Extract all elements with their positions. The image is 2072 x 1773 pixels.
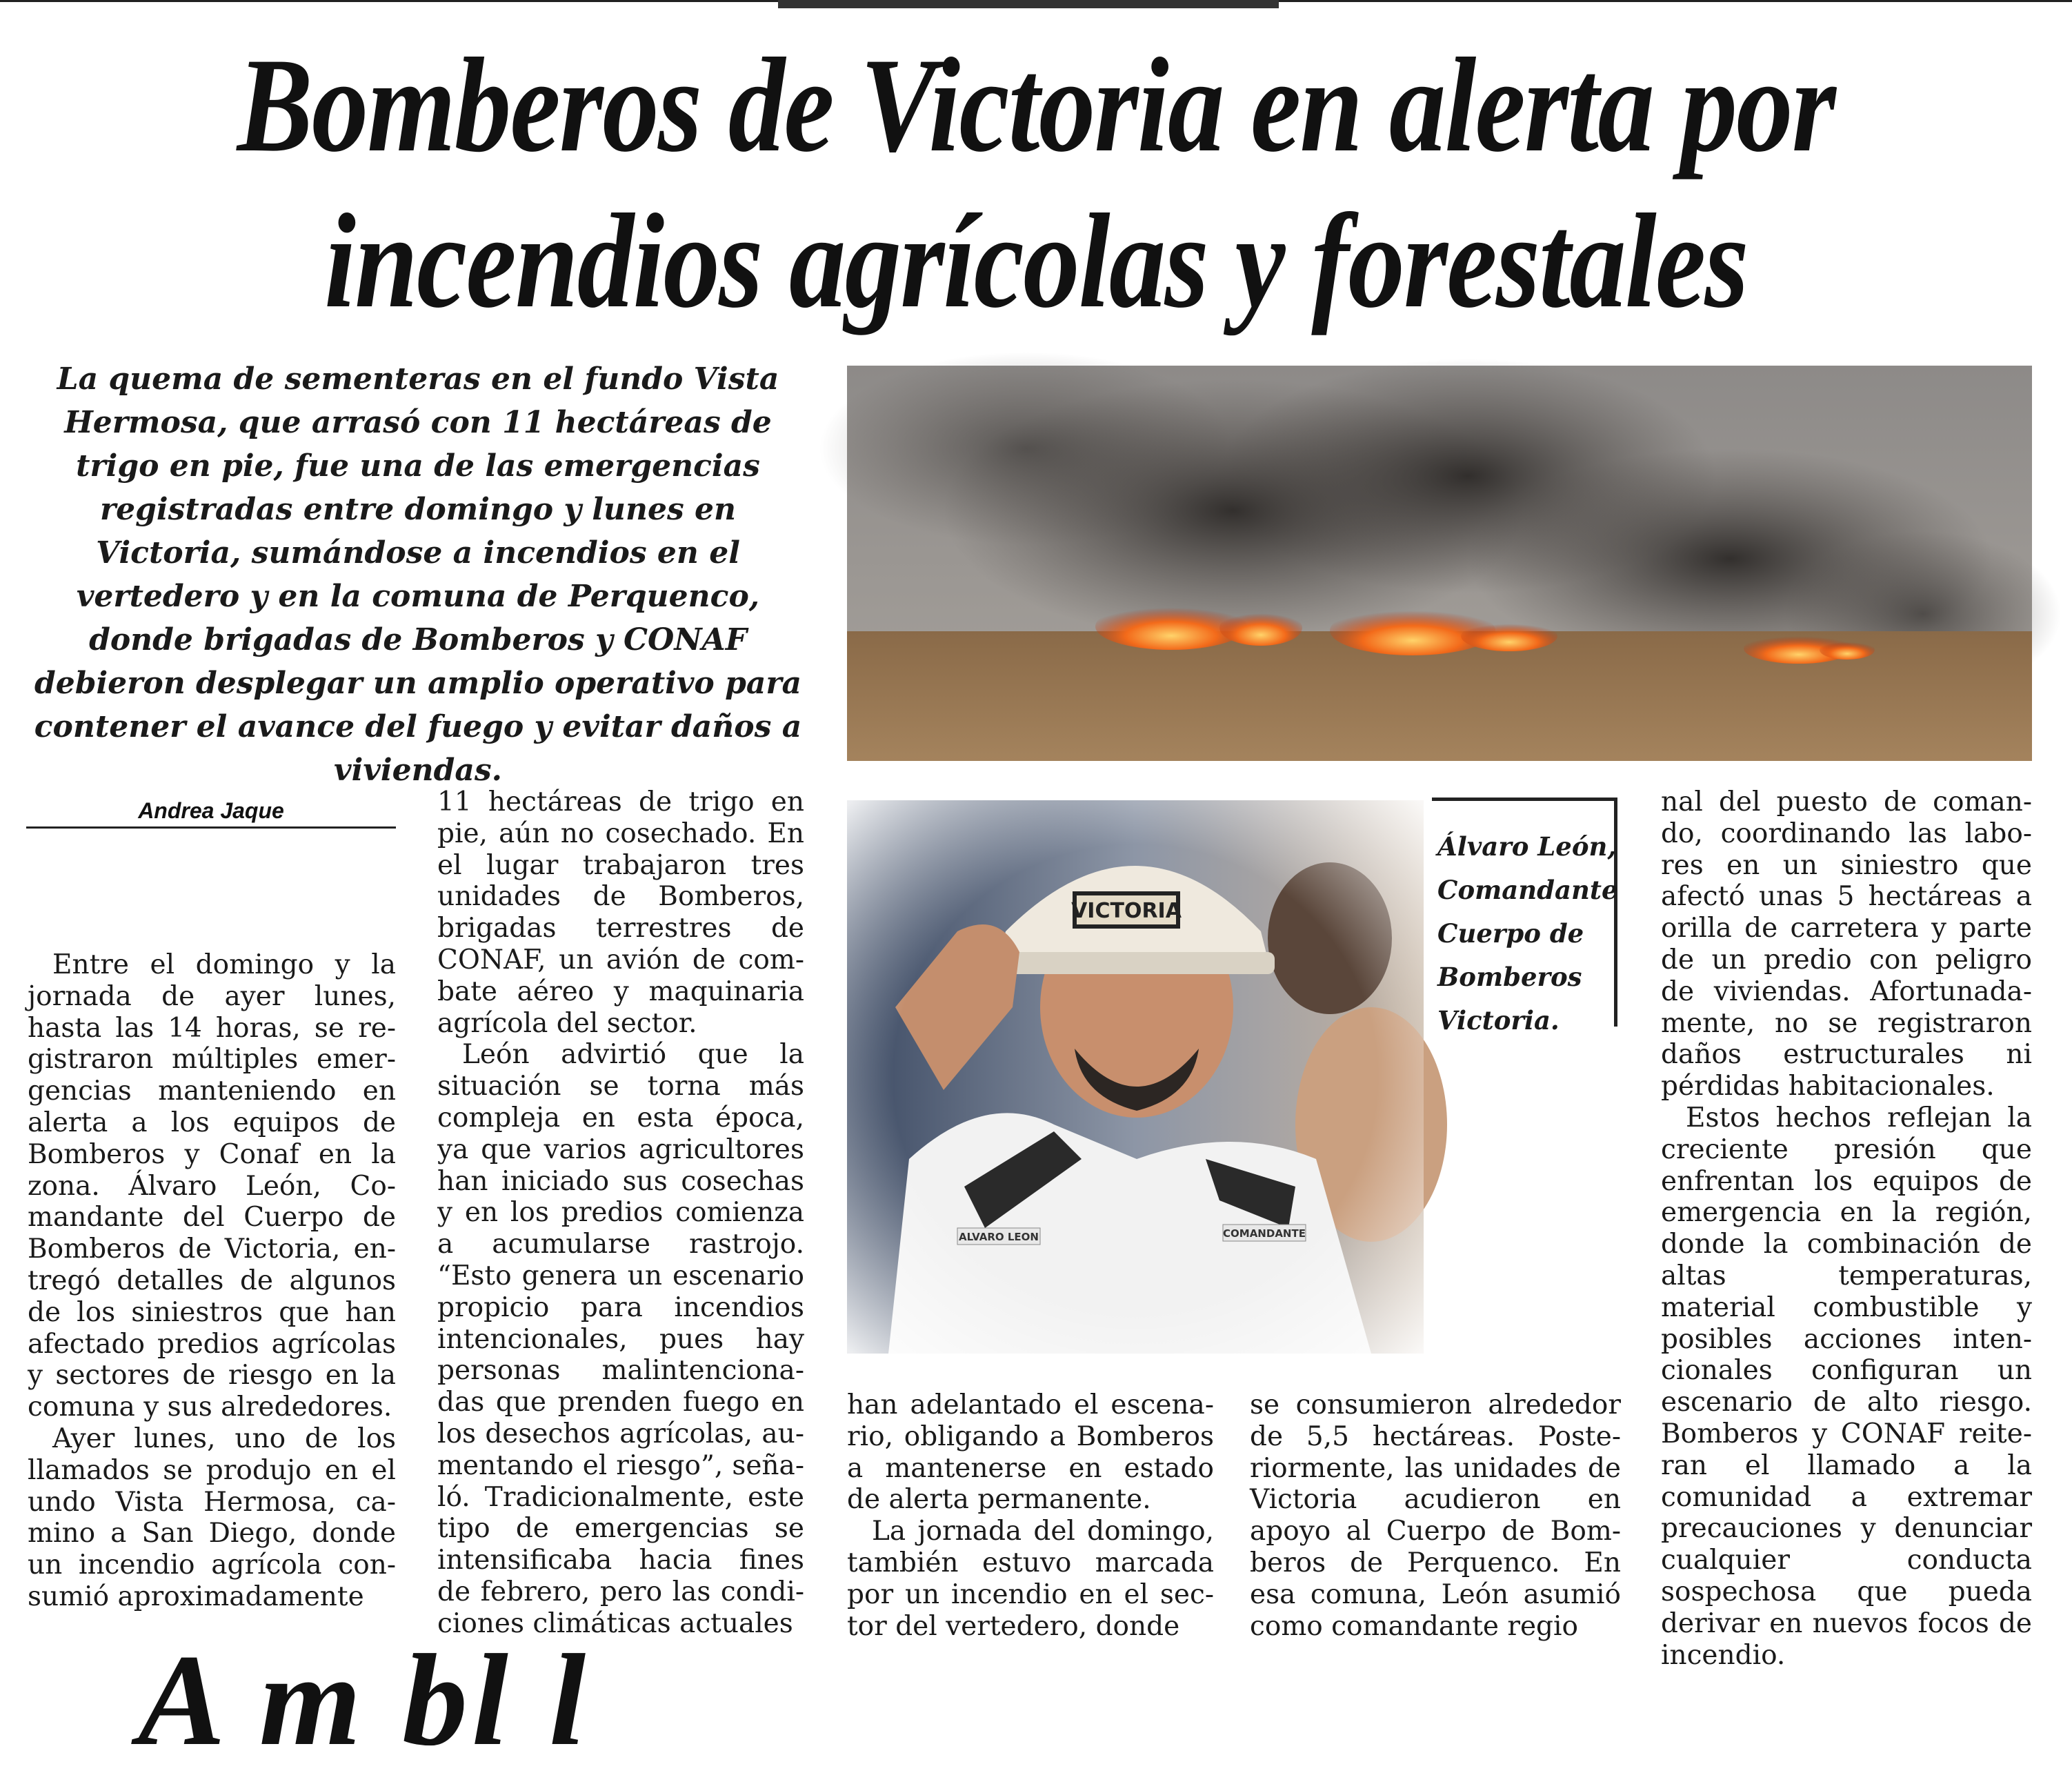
column-1 bbox=[28, 949, 396, 1613]
column-3-paragraph-1: han adelantado el escenario, obligando a Bomberos a mantenerse en estado de alerta permanente. bbox=[847, 1389, 1214, 1516]
headline bbox=[166, 28, 1906, 339]
photo-caption: Álvaro León, Comandante Cuerpo de Bomberos Victoria. bbox=[1437, 831, 1618, 1036]
byline-rule bbox=[26, 826, 396, 829]
headline-line-2: incendios agrícolas y forestales bbox=[324, 186, 1748, 336]
headline-line-1: Bomberos de Victoria en alerta por bbox=[237, 30, 1835, 180]
column-2-paragraph-2: León advirtió que la situación se torna más compleja en esta época, ya que varios agricultores han iniciado sus cosechas y en los predios comienza a acumularse rastrojo. “Esto genera un escenario propicio para incendios intencionales, pues hay personas malintencionadas que prenden fuego en los desechos agrícolas, aumentando el riesgo”, señaló. Tradicionalmente, este tipo de emergencias se intensificaba hacia fines de febrero, pero las condiciones climáticas actuales bbox=[437, 1039, 804, 1639]
column-5-paragraph-2: Estos hechos reflejan la creciente presión que enfrentan los equipos de emergencia en la región, donde la combinación de altas temperaturas, material combustible y posibles acciones intencionales configuran un escenario de alto riesgo. Bomberos y CONAF reiteran el llamado a la comunidad a extremar precauciones y denunciar cualquier conducta sospechosa que pueda derivar en nuevos focos de incendio. bbox=[1661, 1102, 2032, 1671]
column-3 bbox=[847, 1389, 1214, 1642]
fire-photo-graphic bbox=[847, 366, 2032, 761]
lead-paragraph: La quema de sementeras en el fundo Vista Hermosa, que arrasó con 11 hectáreas de trigo en pie, fue una de las emergencias registradas entre domingo y lunes en Victoria, sumándose a incendios en el vertedero y en la comuna de Perquenco, donde brigadas de Bomberos y CONAF debieron desplegar un amplio operativo para contener el avance del fuego y evitar daños a viviendas. bbox=[34, 361, 802, 788]
column-4 bbox=[1250, 1389, 1621, 1642]
byline: Andrea Jaque bbox=[138, 798, 284, 823]
column-4-paragraph-1: se consumieron alrededor de 5,5 hectáreas. Posteriormente, las unidades de Victoria acudieron en apoyo al Cuerpo de Bomberos de Perquenco. En esa comuna, León asumió como comandante regio bbox=[1250, 1389, 1621, 1642]
column-2 bbox=[437, 786, 804, 1640]
column-5 bbox=[1661, 786, 2032, 1671]
next-article-headline-fragment bbox=[138, 1628, 1931, 1773]
column-3-paragraph-2: La jornada del domingo, también estuvo marcada por un incendio en el sector del vertedero, donde bbox=[847, 1516, 1214, 1642]
column-1-paragraph-2: Ayer lunes, uno de los llamados se produjo en el undo Vista Hermosa, camino a San Diego, donde un incendio agrícola consumió aproximadamente bbox=[28, 1423, 396, 1612]
masthead-strip bbox=[778, 0, 1279, 8]
commander-portrait-photo bbox=[847, 800, 1424, 1354]
column-1-paragraph-1: Entre el domingo y la jornada de ayer lunes, hasta las 14 horas, se registraron múltiples emergencias manteniendo en alerta a los equipos de Bomberos y Conaf en la zona. Álvaro León, Comandante del Cuerpo de Bomberos de Victoria, entregó detalles de algunos de los siniestros que han afectado predios agrícolas y sectores de riesgo en la comuna y sus alrededores. bbox=[28, 949, 396, 1423]
next-headline-text: A m bl l bbox=[138, 1628, 590, 1773]
caption-frame-top bbox=[1432, 798, 1617, 801]
commander-photo-graphic bbox=[847, 800, 1424, 1354]
column-5-paragraph-1: nal del puesto de comando, coordinando las labores en un siniestro que afectó unas 5 hectáreas a orilla de carretera y parte de un predio con peligro de viviendas. Afortunadamente, no se registraron daños estructurales ni pérdidas habitacionales. bbox=[1661, 786, 2032, 1102]
wheat-field-fire-photo bbox=[847, 366, 2032, 761]
column-2-paragraph-1: 11 hectáreas de trigo en pie, aún no cosechado. En el lugar trabajaron tres unidades de Bomberos, brigadas terrestres de CONAF, un avión de combate aéreo y maquinaria agrícola del sector. bbox=[437, 786, 804, 1039]
